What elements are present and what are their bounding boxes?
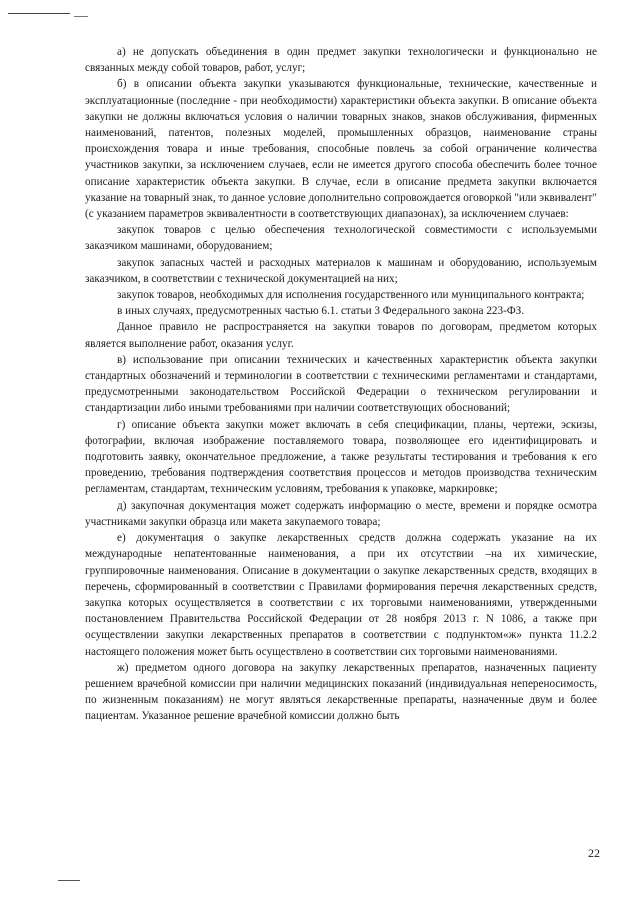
list-item-technological-compatibility: закупок товаров с целью обеспечения технологической совместимости с используемыми заказчиком машинами, оборудованием; — [85, 224, 597, 253]
document-body — [85, 44, 597, 725]
page-number: 22 — [588, 846, 600, 860]
paragraph-b: б) в описании объекта закупки указываются функциональные, технические, качественные и эксплуатационные (последние - при необходимости) характеристики объекта закупки. В описание объекта закупки не должны включаться условия о наличии товарных знаков, знаков обслуживания, фирменных наименований, патентов, полезных моделей, промышленных образцов, наименование страны происхождения товара и иные требования, способные повлечь за собой ограничение количества участников закупки, за исключением случаев, если не имеется другого способа обеспечить более точное описание характеристик объекта закупки. В случае, если в описание предмета закупки включается указание на товарный знак, то данное условие дополнительно сопровождается оговоркой "или эквивалент" (с указанием параметров эквивалентности в соответствующих диапазонах), за исключением случаев: — [85, 78, 597, 221]
scan-artifact-line — [74, 16, 88, 17]
list-item-contract-execution: закупок товаров, необходимых для исполнения государственного или муниципального контракта; — [117, 289, 585, 302]
paragraph-v: в) использование при описании технических и качественных характеристик объекта закупки стандартных обозначений и терминологии в соответствии с техническими регламентами и стандартами, предусмотренными законодательством Российской Федерации о техническом регулировании и стандартизации либо иными требованиями при наличии соответствующих обоснований; — [85, 353, 597, 415]
paragraph-rule-exception: Данное правило не распространяется на закупки товаров по договорам, предметом которых является выполнение работ, оказания услуг. — [85, 321, 597, 350]
paragraph-d: д) закупочная документация может содержать информацию о месте, времени и порядке осмотра участниками закупки образца или макета закупаемого товара; — [85, 499, 597, 528]
paragraph-e: е) документация о закупке лекарственных средств должна содержать указание на их международные непатентованные наименования, а при их отсутствии –на их химические, группировочные наименования. Описание в документации о закупке лекарственных средств, входящих в перечень, сформированный в соответствии с Правилами формирования перечня лекарственных средств, закупка которых осуществляется в соответствии с их торговыми наименованиями, утвержденными постановлением Правительства Российской Федерации от 28 ноября 2013 г. N 1086, а также при осуществлении закупки лекарственных препаратов в соответствии с подпунктом«ж» пункта 11.2.2 настоящего положения может быть осуществлено в соответствии сих торговыми наименованиями. — [85, 532, 597, 658]
list-item-other-cases: в иных случаях, предусмотренных частью 6.1. статьи 3 Федерального закона 223-ФЗ. — [117, 305, 525, 318]
paragraph-zh: ж) предметом одного договора на закупку лекарственных препаратов, назначенных пациенту решением врачебной комиссии при наличии медицинских показаний (индивидуальная непереносимость, по жизненным показаниям) не могут являться лекарственные препараты, назначенные двум и более пациентам. Указанное решение врачебной комиссии должно быть — [85, 661, 597, 723]
scan-artifact-line — [58, 880, 80, 881]
scan-artifact-line — [8, 13, 70, 14]
paragraph-a: а) не допускать объединения в один предмет закупки технологически и функционально не связанных между собой товаров, работ, услуг; — [85, 46, 597, 75]
list-item-spare-parts: закупок запасных частей и расходных материалов к машинам и оборудованию, используемым заказчиком, в соответствии с технической документацией на них; — [85, 256, 597, 285]
paragraph-g: г) описание объекта закупки может включать в себя спецификации, планы, чертежи, эскизы, фотографии, включая изображение поставляемого товара, позволяющее его идентифицировать и подготовить заявку, окончательное предложение, а также результаты тестирования и требования к его проведению, требования подтверждения соответствия процессов и методов производства техническим регламентам, стандартам, техническим условиям, требования к упаковке, маркировке; — [85, 418, 597, 496]
